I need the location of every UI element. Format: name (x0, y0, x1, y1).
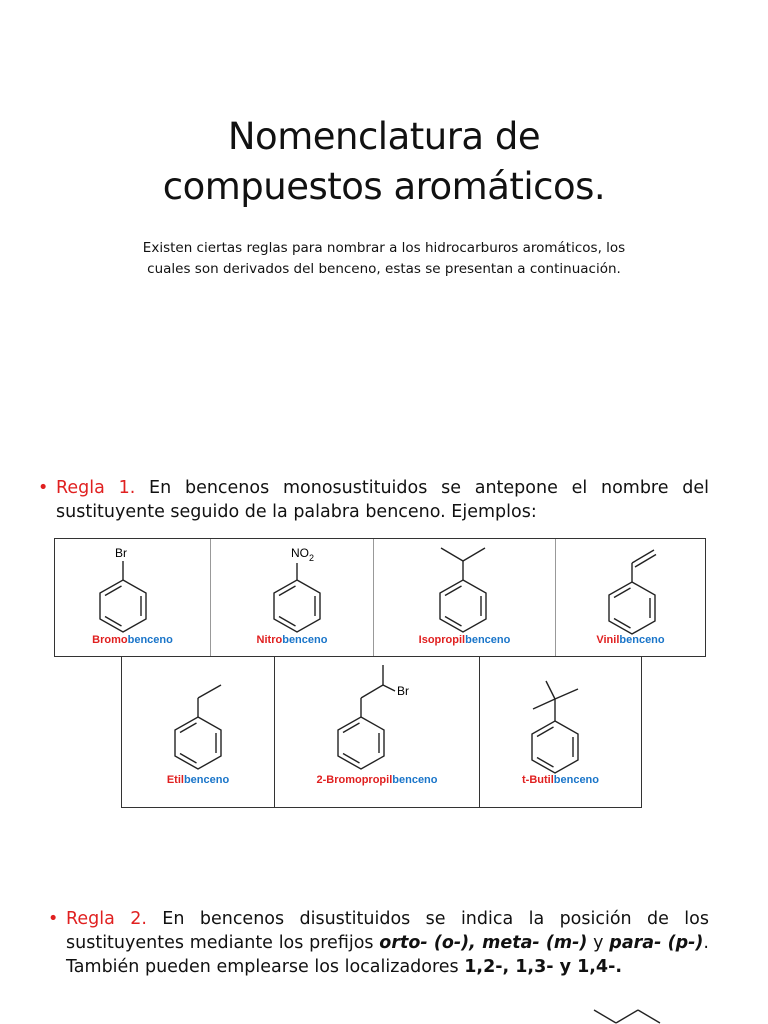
compound-suffix: benceno (127, 634, 173, 646)
compound-name (122, 774, 274, 786)
compound-cell-vinylbenzene (556, 539, 705, 656)
compound-cell-ethylbenzene (122, 657, 275, 807)
nitro-label-main: NO (291, 546, 309, 560)
compound-name (211, 634, 373, 646)
compound-name (374, 634, 555, 646)
compound-suffix: benceno (392, 774, 438, 786)
compound-cell-2-bromopropylbenzene (275, 657, 480, 807)
partial-structure-bottom (580, 1006, 680, 1024)
compound-suffix: benceno (553, 774, 599, 786)
compound-name (556, 634, 705, 646)
compound-suffix: benceno (619, 634, 665, 646)
rule-2-y: y (587, 933, 610, 953)
intro-line-1: Existen ciertas reglas para nombrar a los hidrocarburos aromáticos, los (142, 240, 626, 256)
rule-2-para: para- (p-) (609, 933, 704, 953)
nitro-substituent-label (291, 546, 314, 563)
compound-table-row-1 (54, 538, 706, 657)
compound-prefix: t-Butil (522, 774, 554, 786)
rule-2 (48, 907, 709, 979)
compound-suffix: benceno (282, 634, 328, 646)
bromo-substituent-label: Br (115, 546, 127, 560)
bromo-substituent-label: Br (397, 684, 409, 698)
compound-cell-bromobenzene (55, 539, 211, 656)
rule-1-bullet: • (38, 478, 49, 498)
rule-2-text-b: . También pueden emplearse los localizadores (66, 933, 709, 977)
compound-table-row-2 (121, 656, 642, 808)
rule-1-label: Regla 1. (56, 478, 136, 498)
rule-2-text-a: En bencenos disustituidos se indica la posición de los sustituyentes mediante los prefijos (66, 909, 709, 953)
compound-prefix: Bromo (92, 634, 128, 646)
rule-2-bullet: • (48, 909, 59, 929)
compound-prefix: 2-Bromopropil (316, 774, 393, 786)
compound-name (55, 634, 210, 646)
compound-name (275, 774, 479, 786)
title-line-1: Nomenclatura de (227, 115, 541, 158)
intro-line-2: cuales son derivados del benceno, estas se presentan a continuación. (147, 261, 621, 277)
compound-name (480, 774, 641, 786)
compound-suffix: benceno (465, 634, 511, 646)
compound-prefix: Nitro (256, 634, 283, 646)
compound-cell-tert-butylbenzene (480, 657, 641, 807)
compound-suffix: benceno (183, 774, 230, 786)
rule-2-locators: 1,2-, 1,3- y 1,4-. (464, 957, 623, 977)
page-title (0, 112, 768, 212)
rule-2-label: Regla 2. (66, 909, 147, 929)
rule-1-text: En bencenos monosustituidos se antepone el nombre del sustituyente seguido de la palabra benceno. Ejemplos: (56, 478, 710, 522)
compound-prefix: Vinil (596, 634, 620, 646)
compound-prefix: Isopropil (418, 634, 466, 646)
intro-paragraph (80, 238, 688, 280)
rule-2-ortho-meta: orto- (o-), meta- (m-) (379, 933, 588, 953)
compound-cell-isopropylbenzene (374, 539, 556, 656)
compound-cell-nitrobenzene (211, 539, 374, 656)
nitro-label-subscript: 2 (309, 553, 315, 563)
rule-1 (38, 476, 710, 524)
compound-prefix: Etil (166, 774, 184, 786)
title-line-2: compuestos aromáticos. (162, 165, 606, 208)
